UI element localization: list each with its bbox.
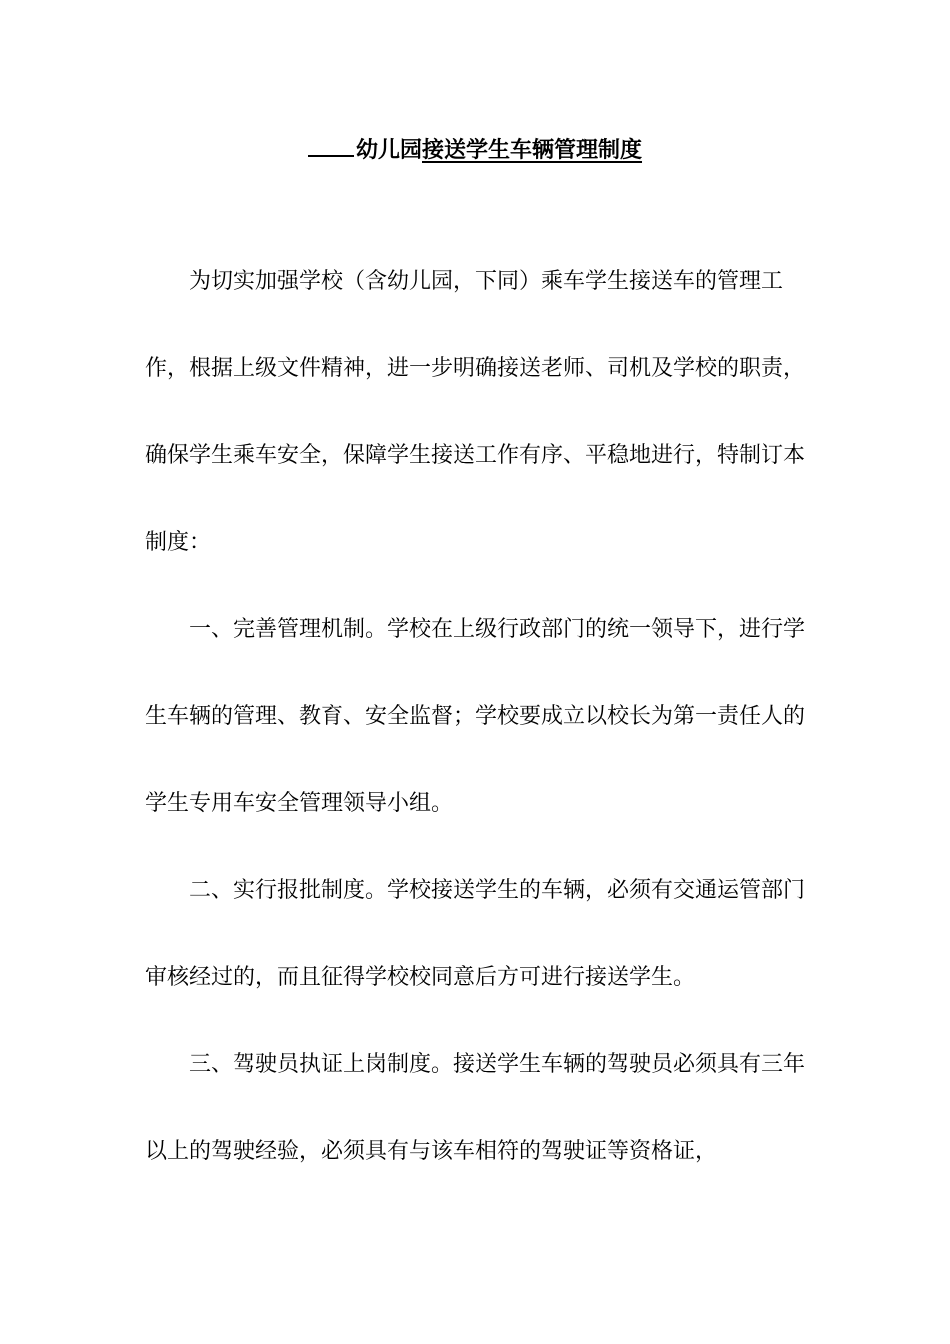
paragraph-section-2: 二、实行报批制度。学校接送学生的车辆，必须有交通运管部门审核经过的，而且征得学校校同意后方可进行接送学生。 (145, 878, 806, 990)
document-body (145, 250, 835, 1164)
paragraph-intro: 为切实加强学校（含幼儿园，下同）乘车学生接送车的管理工作，根据上级文件精神，进一步明确接送老师、司机及学校的职责，确保学生乘车安全，保障学生接送工作有序、平稳地进行，特制订本制度： (145, 269, 806, 555)
paragraph-section-1: 一、完善管理机制。学校在上级行政部门的统一领导下，进行学生车辆的管理、教育、安全监督；学校要成立以校长为第一责任人的学生专用车安全管理领导小组。 (145, 617, 806, 816)
title-prefix: 幼儿园 (355, 138, 422, 163)
paragraph-section-3: 三、驾驶员执证上岗制度。接送学生车辆的驾驶员必须具有三年以上的驾驶经验，必须具有与该车相符的驾驶证等资格证， (145, 1052, 806, 1164)
title-underlined-text: 接送学生车辆管理制度 (422, 138, 643, 163)
document-title (0, 132, 950, 170)
title-blank-line (308, 133, 354, 157)
